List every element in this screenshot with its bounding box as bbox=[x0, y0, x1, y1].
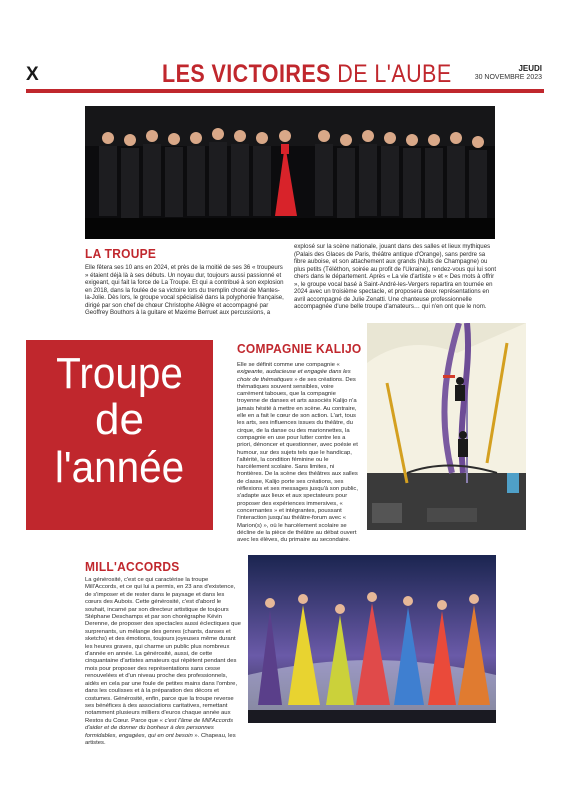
award-line2: de bbox=[95, 395, 144, 444]
troupe-text-col1: Elle fêtera ses 10 ans en 2024, et près de la moitié de ses 36 « troupeurs » étaient déjà là à ses débuts. Un noyau dur, toujours aussi passionné et exigeant, qui fait la force de La Troupe. Et qui a contribué à son explosion en 2018, dans la foulée de sa victoire lors du tremplin choral de Mantes-la-Jolie. Dès lors, le groupe vocal spécialisé dans la polyphonie française, dirigé par son chef de chœur Christophe Allègre et accompagné par Geoffrey Bouthors à la guitare et Maxime Berruet aux percussions, a bbox=[85, 264, 284, 316]
kalijo-photo bbox=[367, 323, 526, 530]
day-label: JEUDI bbox=[518, 64, 542, 73]
date-label: 30 NOVEMBRE 2023 bbox=[474, 74, 542, 81]
date-block bbox=[475, 64, 542, 82]
kalijo-title: COMPAGNIE KALIJO bbox=[237, 341, 362, 356]
kalijo-text-quote: exigeante, audacieuse et engagée dans les choix de thématiques bbox=[237, 369, 351, 383]
troupe-text-col2: explosé sur la scène nationale, jouant dans des salles et lieux mythiques (Palais des Glaces de Paris, théâtre antique d'Orange), sans perdre sa fibre auboise, et son attachement aux grands (Nuits de Champagne) ou plus petits (Téléthon, soirée au profit de l'Ukraine), rendez-vous qui lui sont chers dans le département. Après « La vie d'artiste » et « Des mots à offrir », le groupe vocal basé à Saint-André-les-Vergers repartira en tournée en 2024 avec un troisième spectacle, et proposera deux représentations en avril accompagné de Julie Zenatti. Une chanteuse professionnelle accompagnée d'une belle troupe d'amateurs… qui n'en ont que le nom. bbox=[294, 243, 497, 310]
millaccords-text-quote: c'est l'âme de Mill'Accords d'aider et de donner du bonheur à des personnes formidables, engagées, qui en ont besoin bbox=[85, 717, 234, 739]
award-line1: Troupe bbox=[56, 349, 183, 398]
award-box bbox=[26, 340, 213, 530]
page-number: X bbox=[26, 64, 39, 85]
millaccords-title: MILL'ACCORDS bbox=[85, 559, 180, 574]
troupe-photo bbox=[85, 106, 495, 239]
masthead bbox=[162, 60, 452, 89]
millaccords-text-c: ». Chapeau, les artistes. bbox=[85, 732, 236, 746]
masthead-light: DE L'AUBE bbox=[337, 60, 452, 88]
kalijo-text-a: Elle se définit comme une compagnie « bbox=[237, 362, 340, 368]
troupe-title: LA TROUPE bbox=[85, 246, 157, 261]
kalijo-text-c: » de ses créations. Des thématiques souvent sensibles, voire carrément taboues, que la compagnie troyenne de danses et arts associés Kalijo n'a jamais hésité à mettre en scène. Au contraire, elle en a fait le cœur de son action. L'art, tous les arts, ses influences issues du théâtre, du cirque, de la danse ou des marionnettes, la compagnie en use pour lutter contre les a priori, dénoncer et questionner, avec poésie et humour, sur des sujets tels que le handicap, l'altérité, la condition féminine ou le harcèlement scolaire. Sans limites, ni frontières. De la scène des théâtres aux salles de classe, Kalijo porte ses créations, ses réflexions et ses messages jusqu'à son public, s'adapte aux lieux et aux spectateurs pour proposer des expériences immersives, « concernantes » et intégrantes, poussant l'interaction jusqu'au théâtre-forum avec « Marion(s) », où le harcèlement scolaire se décline de la pièce de théâtre au débat ouvert avec les élèves, du primaire au secondaire. bbox=[237, 376, 358, 544]
kalijo-text bbox=[237, 362, 358, 544]
millaccords-text bbox=[85, 577, 242, 747]
masthead-bold: LES VICTOIRES bbox=[162, 60, 331, 88]
header-rule bbox=[26, 89, 544, 93]
millaccords-text-a: La générosité, c'est ce qui caractérise la troupe Mill'Accords, et ce qui lui a permis, en 23 ans d'existence, de s'imposer et de rester dans le paysage et dans les cœurs des Aubois. Cette générosité, c'est d'abord le souhait, incarné par son directeur artistique de toujours Stéphane Deschamps et par son chorégraphe Kévin Derenne, de proposer des spectacles aussi éclectiques que surprenants, un mélange des genres (chants, danses et sketchs) et des émotions, toujours joyeuses même durant les heures graves, qui charme un public plus nombreux d'année en année. La générosité, aussi, de cette cinquantaine d'artistes amateurs qui répètent pendant des mois pour proposer des représentations sans cesse renouvelées et d'un niveau proche des professionnels, aidés en cela par une foule de petites mains dans l'ombre, dans les coulisses et à la préparation des décors et costumes. Générosité, enfin, parce que la troupe reverse ses bénéfices à des associations caritatives, remettant notamment plusieurs milliers d'euros chaque année aux Restos du Cœur. Parce que « bbox=[85, 577, 241, 724]
award-line3: l'année bbox=[54, 443, 185, 492]
millaccords-photo bbox=[248, 555, 496, 723]
